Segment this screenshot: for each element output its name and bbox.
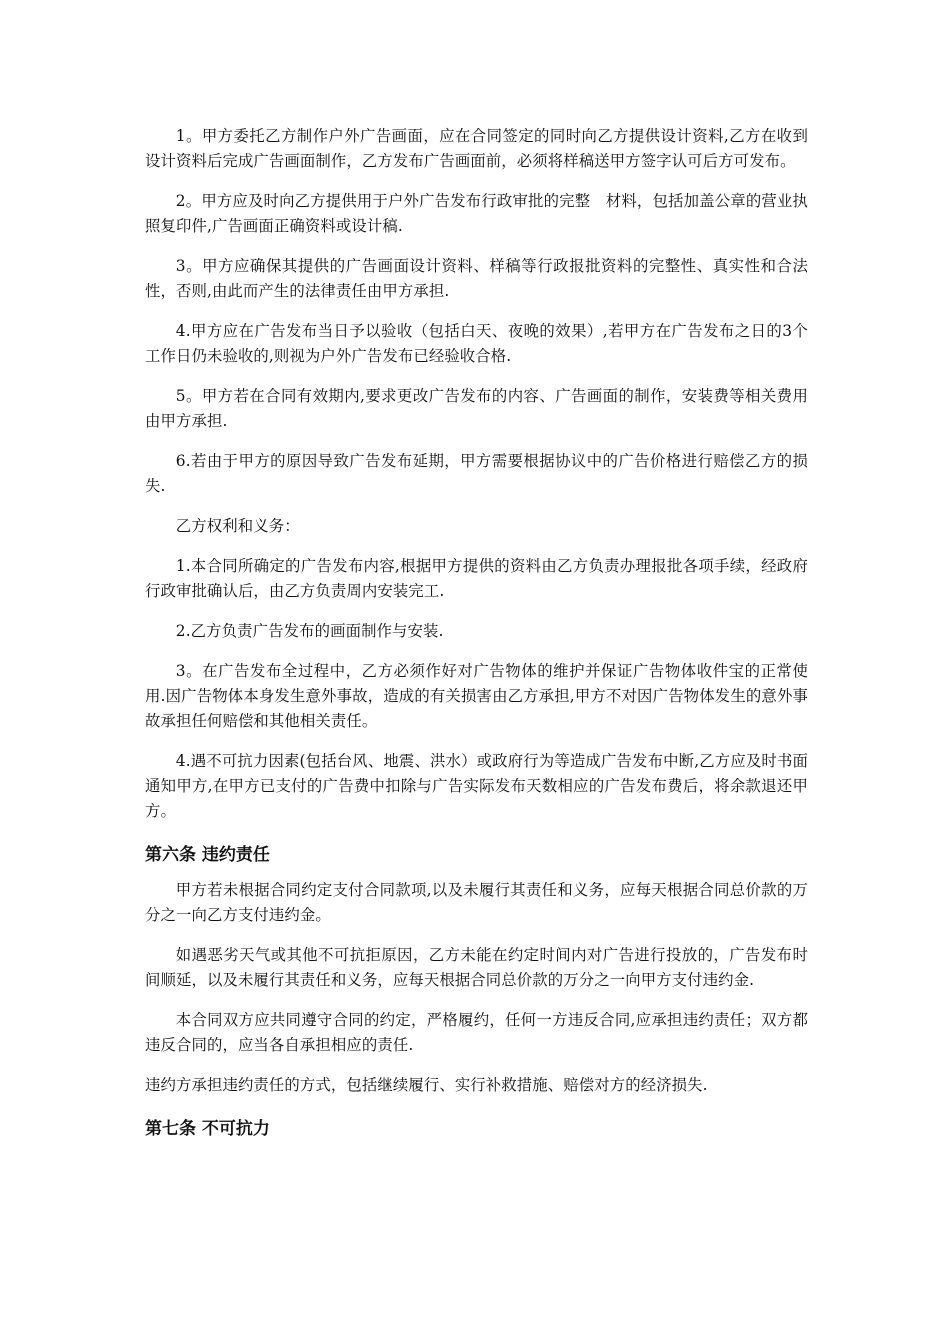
party-b-clause-2: 2.乙方负责广告发布的画面制作与安装.	[175, 622, 444, 640]
article-6-paragraph-2: 如遇恶劣天气或其他不可抗拒原因，乙方未能在约定时间内对广告进行投放的，广告发布时间顺延，以及未履行其责任和义务，应每天根据合同总价款的万分之一向甲方支付违约金.	[145, 946, 808, 989]
party-a-clause-1: 1。甲方委托乙方制作户外广告画面，应在合同签定的同时向乙方提供设计资料,乙方在收到设计资料后完成广告画面制作，乙方发布广告画面前，必须将样稿送甲方签字认可后方可发布。	[145, 127, 808, 170]
party-a-clause-6: 6.若由于甲方的原因导致广告发布延期，甲方需要根据协议中的广告价格进行赔偿乙方的损失.	[145, 452, 808, 495]
party-a-clause-3: 3。甲方应确保其提供的广告画面设计资料、样稿等行政报批资料的完整性、真实性和合法性，否则,由此而产生的法律责任由甲方承担.	[145, 257, 808, 300]
party-a-clause-2: 2。甲方应及时向乙方提供用于户外广告发布行政审批的完整 材料，包括加盖公章的营业执照复印件,广告画面正确资料或设计稿.	[145, 192, 808, 235]
party-b-clause-3: 3。在广告发布全过程中，乙方必须作好对广告物体的维护并保证广告物体收件宝的正常使用.因广告物体本身发生意外事故，造成的有关损害由乙方承担,甲方不对因广告物体发生的意外事故承担任何赔偿和其他相关责任。	[145, 662, 808, 730]
article-7-heading: 第七条 不可抗力	[145, 1119, 270, 1139]
article-6-paragraph-1: 甲方若未根据合同约定支付合同款项,以及未履行其责任和义务，应每天根据合同总价款的万分之一向乙方支付违约金。	[145, 881, 808, 924]
party-b-clause-1: 1.本合同所确定的广告发布内容,根据甲方提供的资料由乙方负责办理报批各项手续，经政府行政审批确认后，由乙方负责周内安装完工.	[145, 557, 808, 600]
article-6-closing: 违约方承担违约责任的方式，包括继续履行、实行补救措施、赔偿对方的经济损失.	[145, 1076, 708, 1094]
party-b-section-title: 乙方权利和义务：	[175, 517, 300, 535]
party-a-clause-5: 5。甲方若在合同有效期内,要求更改广告发布的内容、广告画面的制作，安装费等相关费用由甲方承担.	[145, 387, 808, 430]
article-6-paragraph-3: 本合同双方应共同遵守合同的约定，严格履约，任何一方违反合同,应承担违约责任；双方都违反合同的，应当各自承担相应的责任.	[145, 1011, 808, 1054]
party-b-clause-4: 4.遇不可抗力因素(包括台风、地震、洪水）或政府行为等造成广告发布中断,乙方应及时书面通知甲方,在甲方已支付的广告费中扣除与广告实际发布天数相应的广告发布费后，将余款退还甲方。	[145, 752, 808, 820]
party-a-clause-4: 4.甲方应在广告发布当日予以验收（包括白天、夜晚的效果）,若甲方在广告发布之日的3个工作日仍未验收的,则视为户外广告发布已经验收合格.	[145, 322, 808, 365]
article-6-heading: 第六条 违约责任	[145, 845, 270, 865]
